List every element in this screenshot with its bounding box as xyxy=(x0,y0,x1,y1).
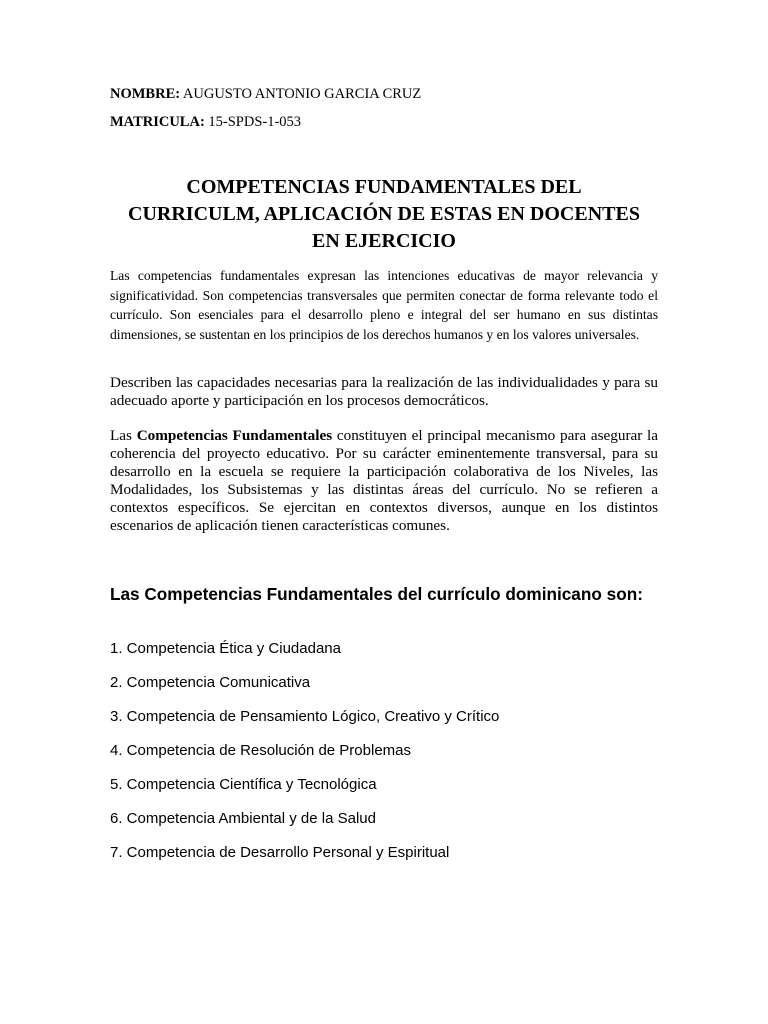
list-item: 1. Competencia Ética y Ciudadana xyxy=(110,640,341,657)
title-line-2: CURRICULM, APLICACIÓN DE ESTAS EN DOCENTES xyxy=(128,203,640,225)
title-line-3: EN EJERCICIO xyxy=(312,230,456,252)
list-heading: Las Competencias Fundamentales del currículo dominicano son: xyxy=(110,584,643,604)
list-item: 4. Competencia de Resolución de Problemas xyxy=(110,742,412,759)
name-label: NOMBRE: xyxy=(110,86,181,102)
matricula-value: 15-SPDS-1-053 xyxy=(208,114,302,130)
list-item: 6. Competencia Ambiental y de la Salud xyxy=(110,810,376,827)
name-field xyxy=(110,86,421,103)
competencias-list xyxy=(110,638,499,876)
p3-bold-term: Competencias Fundamentales xyxy=(136,427,333,444)
matricula-field xyxy=(110,114,301,131)
list-item: 7. Competencia de Desarrollo Personal y Espiritual xyxy=(110,844,450,861)
list-item: 5. Competencia Científica y Tecnológica xyxy=(110,776,377,793)
title-line-1: COMPETENCIAS FUNDAMENTALES DEL xyxy=(186,176,582,198)
document-title xyxy=(110,174,658,255)
name-value: AUGUSTO ANTONIO GARCIA CRUZ xyxy=(182,86,422,102)
p3-rest: constituyen el principal mecanismo para asegurar la coherencia del proyecto educativo. Por su carácter eminentemente transversal, para su desarrollo en la escuela se requiere la participación colaborativa de los Niveles, las Modalidades, los Subsistemas y las distintas áreas del currículo. No se refieren a contextos específicos. Se ejercitan en contextos diversos, aunque en los distintos escenarios de aplicación tienen características comunes. xyxy=(110,427,659,535)
paragraph-mecanismo xyxy=(110,427,658,536)
p3-lead: Las xyxy=(110,427,132,444)
list-item: 2. Competencia Comunicativa xyxy=(110,674,311,691)
matricula-label: MATRICULA: xyxy=(110,114,205,130)
paragraph-capacidades: Describen las capacidades necesarias para la realización de las individualidades y para su adecuado aporte y participación en los procesos democráticos. xyxy=(110,374,658,409)
paragraph-intro: Las competencias fundamentales expresan las intenciones educativas de mayor relevancia y significatividad. Son competencias transversales que permiten conectar de forma relevante todo el currículo. Son esenciales para el desarrollo pleno e integral del ser humano en sus distintas dimensiones, se sustentan en los principios de los derechos humanos y en los valores universales. xyxy=(110,268,658,342)
list-item: 3. Competencia de Pensamiento Lógico, Creativo y Crítico xyxy=(110,708,500,725)
